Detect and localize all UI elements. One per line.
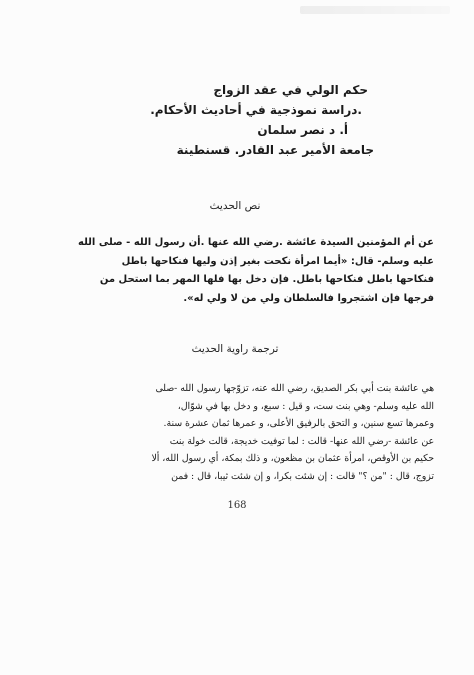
bleed-through-mark (300, 6, 450, 14)
narrator-line: هي عائشة بنت أبي بكر الصديق، رضي الله عنه، تزوّجها رسول الله -صلى (155, 383, 434, 394)
narrator-line: حكيم بن الأوقص، امرأة عثمان بن مظعون، و ذلك بمكة، أي رسول الله، ألا (151, 453, 434, 465)
hadith-line: فرجها فإن اشتجروا فالسلطان ولي من لا ولي له». (183, 292, 434, 304)
author-name: أ. د نصر سلمان (257, 123, 348, 137)
narrator-heading: ترجمة راوية الحديث (191, 343, 279, 355)
hadith-text-heading: نص الحديث (209, 200, 261, 212)
narrator-line: الله عليه وسلم- وهي بنت ست، و قيل : سبع، و دخل بها في شوّال، (177, 400, 434, 412)
paper-title: حكم الولي في عقد الزواج (213, 83, 368, 97)
narrator-body (34, 380, 434, 486)
hadith-line: عن أم المؤمنين السيدة عائشة .رضي الله عنها .أن رسول الله - صلى الله (78, 237, 434, 248)
title-block (108, 80, 374, 160)
hadith-line: عليه وسلم- قال: «أيما امرأة نكحت بغير إذن وليها فنكاحها باطل (121, 255, 434, 267)
hadith-line: فنكاحها باطل فنكاحها باطل. فإن دخل بها فلها المهر بما استحل من (99, 274, 434, 285)
author-affiliation: جامعة الأمير عبد القادر. قسنطينة (176, 143, 374, 157)
hadith-text-body (36, 234, 434, 308)
narrator-line: وعمرها تسع سنين، و التحق بالرفيق الأعلى، و عمرها ثمان عشرة سنة. (163, 418, 434, 430)
narrator-line: عن عائشة -رضي الله عنها- قالت : لما توفيت خديجة، قالت خولة بنت (169, 435, 434, 447)
page-number: 168 (227, 500, 247, 511)
paper-subtitle: .دراسة نموذجية في أحاديث الأحكام. (150, 103, 362, 117)
narrator-line: تزوج، قال : "من ؟" قالت : إن شئت بكرا، و إن شئت ثيبا، قال : فمن (171, 470, 434, 482)
